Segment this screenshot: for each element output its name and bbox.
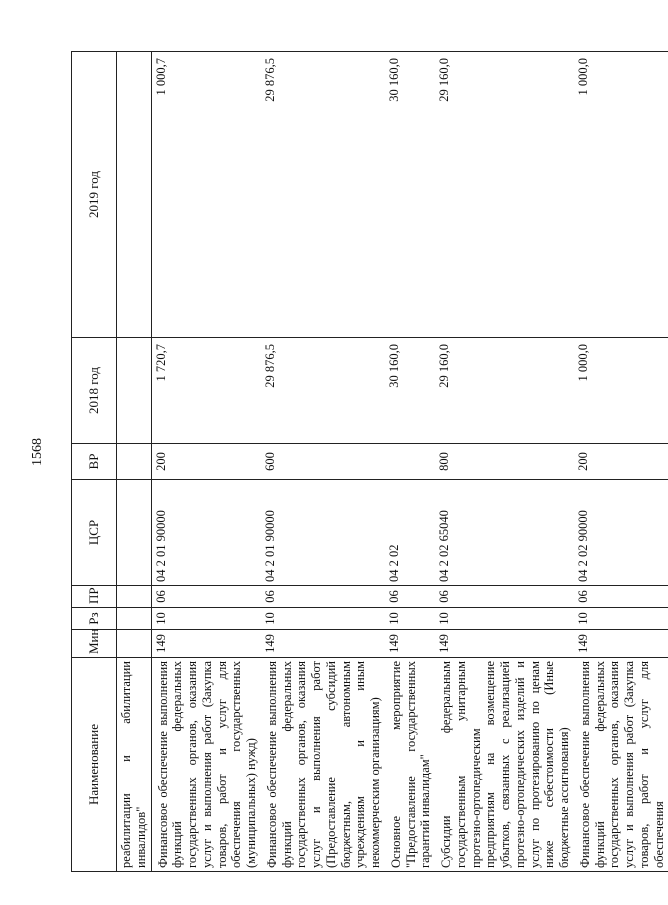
row-2018: 29 876,5 [261,338,385,444]
row-2018: 1 000,0 [574,338,668,444]
row-vr: 200 [574,444,668,480]
row-csr: 04 2 02 90000 [574,480,668,586]
rotated-table-wrapper [71,52,666,872]
row-min: 149 [385,630,435,658]
row-name: Финансовое обеспечение выполнения функций федеральных государственных органов, оказания услуг и выполнения работ (Предоставление субсидий бюджетным, автономным учреждениям и иным некоммерческим организациям) [261,658,385,872]
header-pr: ПР [72,586,117,608]
budget-table [71,51,668,872]
row-name: Финансовое обеспечение выполнения функций федеральных государственных органов, оказания услуг и выполнения работ (Закупка товаров, работ и услуг для обеспечения государственных (муниципальных) нужд) [151,658,261,872]
row-pr: 06 [385,586,435,608]
row-name: Финансовое обеспечение выполнения функций федеральных государственных органов, оказания услуг и выполнения работ (Закупка товаров, работ и услуг для обеспечения [574,658,668,872]
row-name: Субсидии федеральным государственным унитарным протезно-ортопедическим предприятиям на возмещение убытков, связанных с реализацией протезно-ортопедических изделий и услуг по протезированию по ценам ниже себестоимости (Иные бюджетные ассигнования) [435,658,574,872]
continuation-text: реабилитации и абилитации инвалидов" [117,658,152,872]
row-rz: 10 [261,608,385,630]
table-row [574,52,668,872]
row-2019: 1 000,0 [574,52,668,338]
header-2018: 2018 год [72,338,117,444]
row-pr: 06 [574,586,668,608]
header-name: Наименование [72,658,117,872]
row-2019: 30 160,0 [385,52,435,338]
table-row [435,52,574,872]
table-row [385,52,435,872]
row-min: 149 [151,630,261,658]
row-pr: 06 [261,586,385,608]
row-2019: 29 876,5 [261,52,385,338]
row-min: 149 [435,630,574,658]
row-csr: 04 2 02 65040 [435,480,574,586]
row-pr: 06 [435,586,574,608]
row-2019: 1 000,7 [151,52,261,338]
header-vr: ВР [72,444,117,480]
row-name: Основное мероприятие "Предоставление государственных гарантий инвалидам" [385,658,435,872]
page-number: 1568 [30,438,45,466]
row-2018: 1 720,7 [151,338,261,444]
row-csr: 04 2 01 90000 [151,480,261,586]
row-min: 149 [574,630,668,658]
row-min: 149 [261,630,385,658]
header-rz: Рз [72,608,117,630]
row-rz: 10 [574,608,668,630]
table-row [151,52,261,872]
header-2019: 2019 год [72,52,117,338]
row-csr: 04 2 02 [385,480,435,586]
row-csr: 04 2 01 90000 [261,480,385,586]
row-rz: 10 [151,608,261,630]
row-vr: 800 [435,444,574,480]
table-row [261,52,385,872]
row-vr: 200 [151,444,261,480]
row-pr: 06 [151,586,261,608]
row-vr [385,444,435,480]
continuation-row [117,52,152,872]
header-min: Мин [72,630,117,658]
header-csr: ЦСР [72,480,117,586]
table-header-row [72,52,117,872]
row-rz: 10 [435,608,574,630]
row-vr: 600 [261,444,385,480]
row-rz: 10 [385,608,435,630]
row-2018: 29 160,0 [435,338,574,444]
row-2018: 30 160,0 [385,338,435,444]
row-2019: 29 160,0 [435,52,574,338]
